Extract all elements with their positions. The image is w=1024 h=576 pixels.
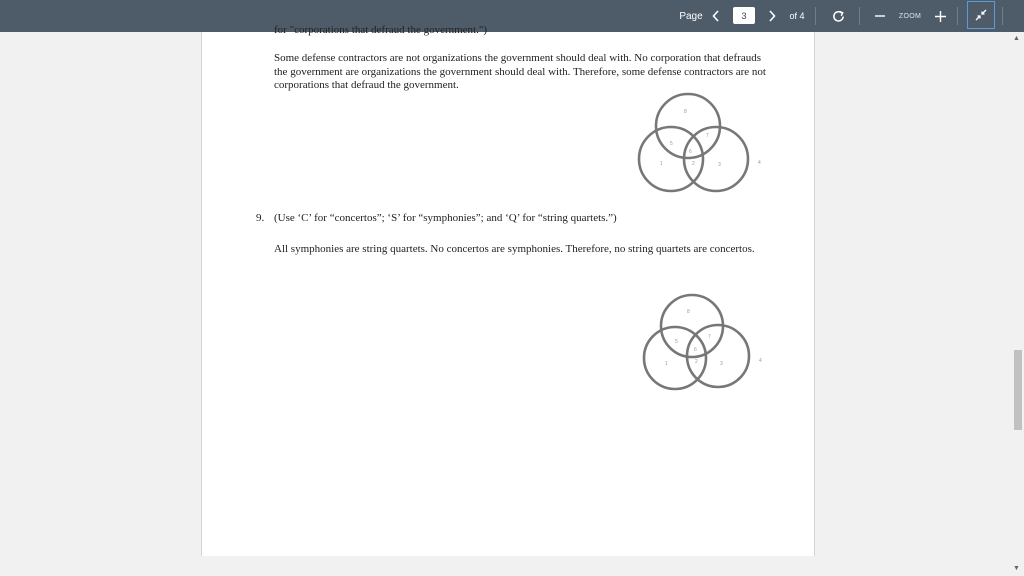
scroll-down-arrow-icon[interactable]: ▼ — [1013, 564, 1020, 572]
question-number: 9. — [256, 212, 265, 224]
region-label: 4 — [759, 358, 762, 364]
region-label: 7 — [706, 133, 709, 139]
reload-icon — [832, 10, 845, 23]
page-number-input[interactable] — [733, 7, 755, 24]
cut-off-text-line: for "corporations that defraud the government.") — [274, 24, 488, 36]
region-label: 2 — [695, 359, 698, 365]
region-label: 6 — [689, 149, 692, 155]
toolbar-divider — [815, 7, 816, 25]
region-label: 4 — [758, 160, 761, 166]
vertical-scrollbar-thumb[interactable] — [1014, 350, 1022, 430]
argument-paragraph-8: Some defense contractors are not organizations the government should deal with. No corporation that defrauds the government are organizations the government should deal with. Therefore, some defense contractors are not corporations that defraud the government. — [274, 52, 766, 91]
toolbar-divider — [1002, 7, 1003, 25]
venn-circle-top — [656, 94, 720, 158]
chevron-right-icon — [768, 10, 776, 22]
region-label: 1 — [660, 161, 663, 167]
pdf-toolbar — [0, 0, 1024, 32]
chevron-left-icon — [712, 10, 720, 22]
venn-diagram-9 — [641, 295, 771, 393]
region-label: 8 — [687, 309, 690, 315]
pdf-page — [201, 24, 815, 556]
exit-fullscreen-button[interactable] — [967, 1, 995, 29]
venn-circle-right — [684, 127, 748, 191]
region-label: 7 — [708, 334, 711, 340]
toolbar-divider — [859, 7, 860, 25]
argument-paragraph-9: All symphonies are string quartets. No concertos are symphonies. Therefore, no string quartets are concertos. — [274, 243, 755, 255]
region-label: 8 — [684, 109, 687, 115]
zoom-in-button[interactable] — [932, 0, 948, 32]
zoom-out-button[interactable] — [872, 0, 888, 32]
region-label: 2 — [692, 161, 695, 167]
scroll-up-arrow-icon[interactable]: ▲ — [1013, 34, 1020, 42]
region-label: 5 — [670, 141, 673, 147]
exit-fullscreen-icon — [975, 9, 987, 21]
venn-diagram-8 — [636, 95, 766, 193]
region-label: 3 — [718, 162, 721, 168]
page-count-label: of 4 — [789, 11, 805, 21]
next-page-button[interactable] — [764, 0, 780, 32]
minus-icon — [875, 11, 885, 21]
zoom-label: ZOOM — [898, 12, 922, 20]
reload-button[interactable] — [828, 0, 848, 32]
question-instruction: (Use ‘C’ for “concertos”; ‘S’ for “symphonies”; and ‘Q’ for “string quartets.”) — [274, 212, 617, 224]
previous-page-button[interactable] — [708, 0, 724, 32]
page-label: Page — [679, 10, 703, 22]
region-label: 5 — [675, 339, 678, 345]
toolbar-divider — [957, 7, 958, 25]
region-label: 6 — [694, 347, 697, 353]
region-label: 1 — [665, 361, 668, 367]
plus-icon — [935, 11, 946, 22]
region-label: 3 — [720, 361, 723, 367]
